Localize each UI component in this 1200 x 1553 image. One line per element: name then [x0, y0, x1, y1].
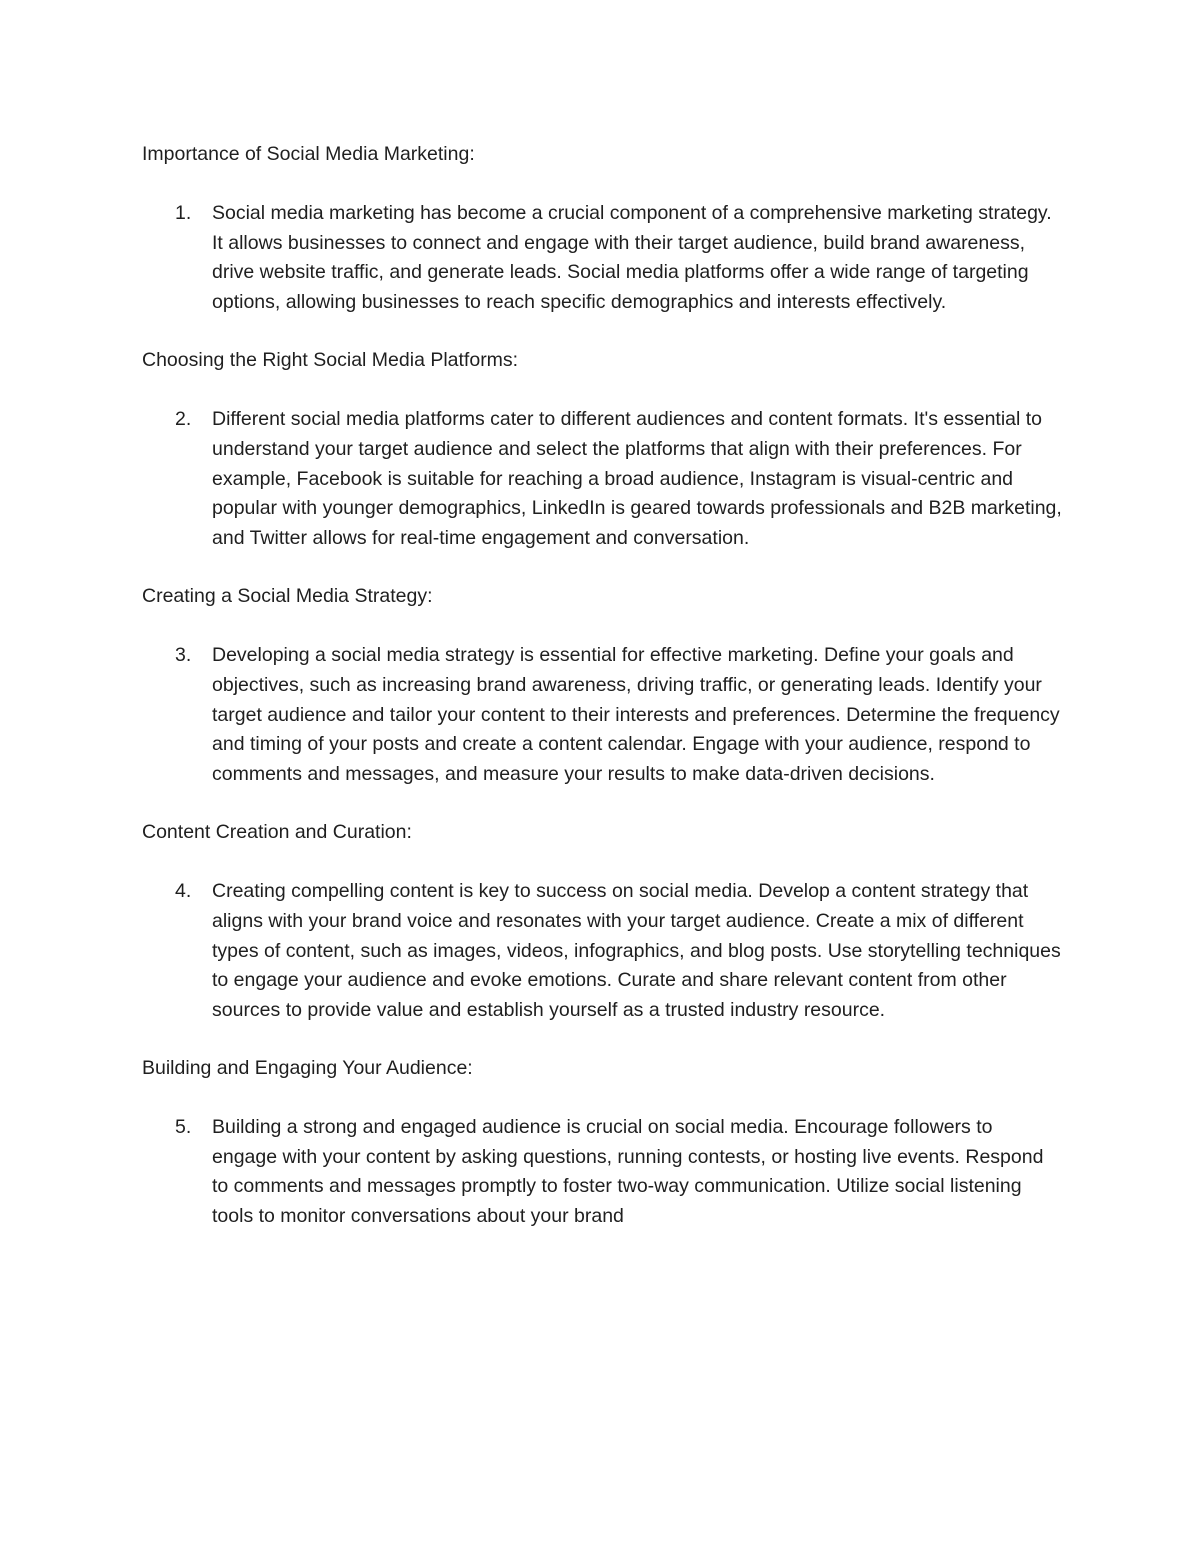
list-item-number: 5. [175, 1116, 192, 1139]
section-heading: Choosing the Right Social Media Platforms: [142, 349, 519, 372]
list-item-text: Creating compelling content is key to success on social media. Develop a content strategy that aligns with your brand voice and resonates with your target audience. Create a mix of different types of content, such as images, videos, infographics, and blog posts. Use storytelling techniques to engage your audience and evoke emotions. Curate and share relevant content from other sources to provide value and establish yourself as a trusted industry resource. [212, 880, 1061, 1021]
list-item-text: Developing a social media strategy is essential for effective marketing. Define your goals and objectives, such as increasing brand awareness, driving traffic, or generating leads. Identify your target audience and tailor your content to their interests and preferences. Determine the frequency and timing of your posts and create a content calendar. Engage with your audience, respond to comments and messages, and measure your results to make data-driven decisions. [212, 644, 1060, 785]
list-item [142, 877, 1062, 1025]
document-body [142, 140, 1062, 1261]
list-item-text: Different social media platforms cater to different audiences and content formats. It's essential to understand your target audience and select the platforms that align with their preferences. For example, Facebook is suitable for reaching a broad audience, Instagram is visual-centric and popular with younger demographics, LinkedIn is geared towards professionals and B2B marketing, and Twitter allows for real-time engagement and conversation. [212, 408, 1062, 549]
section-heading: Importance of Social Media Marketing: [142, 143, 475, 165]
section-heading: Content Creation and Curation: [142, 821, 412, 844]
list-item [142, 405, 1062, 553]
list-item-number: 4. [175, 880, 192, 903]
list-item-number: 1. [175, 202, 192, 224]
list-item [142, 641, 1062, 789]
section-heading: Creating a Social Media Strategy: [142, 585, 433, 608]
list-item-number: 2. [175, 408, 192, 431]
list-item-text: Social media marketing has become a crucial component of a comprehensive marketing strategy. It allows businesses to connect and engage with their target audience, build brand awareness, drive website traffic, and generate leads. Social media platforms offer a wide range of targeting options, allowing businesses to reach specific demographics and interests effectively. [212, 202, 1052, 313]
list-item-text: Building a strong and engaged audience is crucial on social media. Encourage followers to engage with your content by asking questions, running contests, or hosting live events. Respond to comments and messages promptly to foster two-way communication. Utilize social listening tools to monitor conversations about your brand [212, 1116, 1044, 1228]
section-heading: Building and Engaging Your Audience: [142, 1057, 473, 1080]
list-item-number: 3. [175, 644, 192, 667]
list-item [142, 199, 1062, 317]
list-item [142, 1113, 1062, 1231]
